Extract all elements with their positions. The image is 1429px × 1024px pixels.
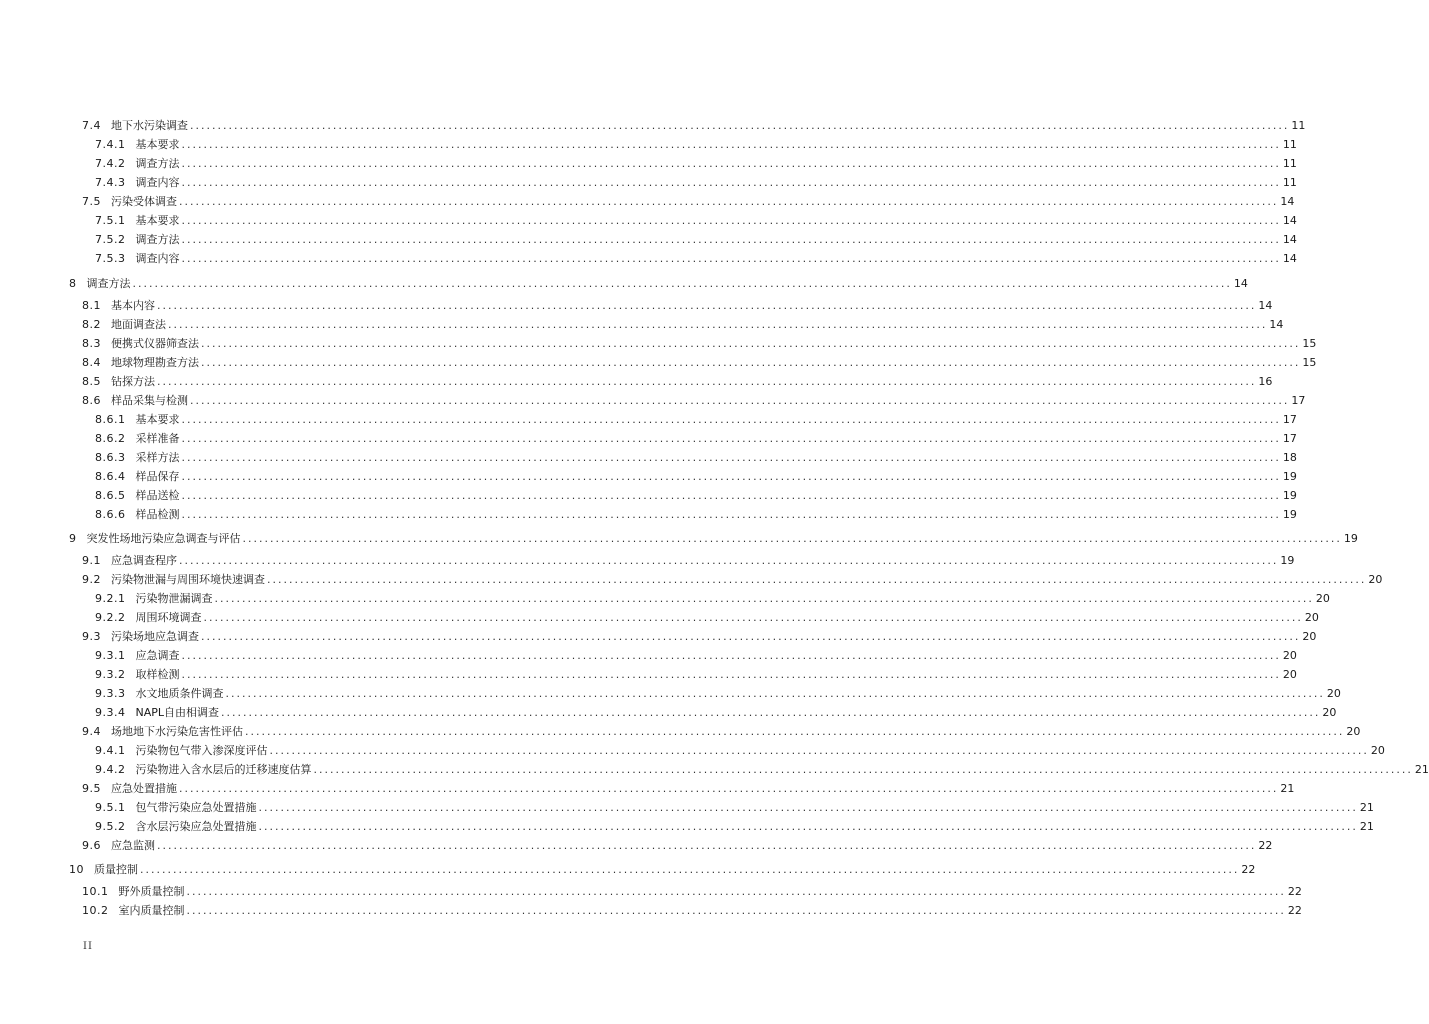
toc-entry[interactable] <box>95 156 1297 172</box>
toc-entry[interactable] <box>82 393 1306 409</box>
toc-leader-dots: ........................................................................................................................................................................................................ <box>179 195 1279 208</box>
toc-entry-page: 20 <box>1282 668 1297 681</box>
toc-entry[interactable] <box>95 507 1297 523</box>
toc-entry-number: 10.2 <box>82 904 109 917</box>
toc-entry-number: 7.4 <box>82 119 101 132</box>
toc-entry[interactable] <box>69 862 1256 878</box>
toc-entry-page: 14 <box>1258 299 1273 312</box>
toc-entry-page: 14 <box>1282 214 1297 227</box>
toc-entry[interactable] <box>82 884 1302 900</box>
toc-entry[interactable] <box>95 488 1297 504</box>
toc-leader-dots: ........................................................................................................................................................................................................ <box>269 744 1369 757</box>
toc-entry[interactable] <box>82 118 1306 134</box>
toc-entry-number: 8.6.6 <box>95 508 126 521</box>
toc-entry-page: 20 <box>1322 706 1337 719</box>
toc-entry-number: 8.1 <box>82 299 101 312</box>
toc-entry-page: 15 <box>1302 337 1317 350</box>
toc-entry-page: 15 <box>1302 356 1317 369</box>
toc-entry[interactable] <box>95 705 1337 721</box>
toc-leader-dots: ........................................................................................................................................................................................................ <box>181 668 1281 681</box>
toc-entry-number: 8.4 <box>82 356 101 369</box>
toc-entry-number: 7.5 <box>82 195 101 208</box>
toc-entry-number: 9.6 <box>82 839 101 852</box>
toc-leader-dots: ........................................................................................................................................................................................................ <box>225 687 1325 700</box>
toc-entry-title: 地下水污染调查 <box>111 119 188 132</box>
toc-entry-number: 9 <box>69 532 77 545</box>
toc-entry[interactable] <box>82 781 1295 797</box>
toc-entry-page: 14 <box>1282 233 1297 246</box>
toc-entry-number: 9.5 <box>82 782 101 795</box>
toc-entry-title: 污染场地应急调查 <box>111 630 199 643</box>
toc-leader-dots: ........................................................................................................................................................................................................ <box>186 904 1286 917</box>
toc-entry-number: 7.5.3 <box>95 252 126 265</box>
toc-entry-page: 19 <box>1282 489 1297 502</box>
toc-entry-page: 22 <box>1287 904 1302 917</box>
toc-entry-title: 污染物泄漏调查 <box>135 592 213 605</box>
toc-entry-number: 9.1 <box>82 554 101 567</box>
toc-entry-title: 地球物理勘查方法 <box>111 356 199 369</box>
toc-leader-dots: ........................................................................................................................................................................................................ <box>181 176 1281 189</box>
toc-leader-dots: ........................................................................................................................................................................................................ <box>245 725 1345 738</box>
toc-entry-number: 7.5.1 <box>95 214 126 227</box>
toc-leader-dots: ........................................................................................................................................................................................................ <box>190 394 1290 407</box>
toc-entry-number: 7.4.1 <box>95 138 126 151</box>
toc-entry-title: 室内质量控制 <box>118 904 185 917</box>
toc-entry-title: 场地地下水污染危害性评估 <box>111 725 243 738</box>
toc-entry-page: 14 <box>1282 252 1297 265</box>
toc-entry[interactable] <box>95 667 1297 683</box>
toc-entry-page: 21 <box>1280 782 1295 795</box>
toc-leader-dots: ........................................................................................................................................................................................................ <box>157 839 1257 852</box>
toc-entry-title: 样品检测 <box>135 508 180 521</box>
toc-entry-title: 基本要求 <box>135 214 180 227</box>
toc-leader-dots: ........................................................................................................................................................................................................ <box>140 863 1240 876</box>
toc-entry[interactable] <box>82 298 1273 314</box>
toc-entry-title: 污染物包气带入渗深度评估 <box>135 744 268 757</box>
toc-entry-title: 包气带污染应急处置措施 <box>135 801 257 814</box>
toc-entry-title: 调查方法 <box>86 277 131 290</box>
toc-entry-title: 调查内容 <box>135 176 180 189</box>
toc-leader-dots: ........................................................................................................................................................................................................ <box>181 649 1281 662</box>
toc-entry-title: 样品保存 <box>135 470 180 483</box>
toc-leader-dots: ........................................................................................................................................................................................................ <box>179 554 1279 567</box>
toc-entry-title: 采样方法 <box>135 451 180 464</box>
toc-leader-dots: ........................................................................................................................................................................................................ <box>221 706 1321 719</box>
toc-entry[interactable] <box>95 762 1429 778</box>
toc-entry[interactable] <box>95 431 1297 447</box>
toc-entry[interactable] <box>95 232 1297 248</box>
toc-leader-dots: ........................................................................................................................................................................................................ <box>181 157 1281 170</box>
toc-entry-page: 14 <box>1233 277 1248 290</box>
toc-entry[interactable] <box>95 450 1297 466</box>
toc-entry[interactable] <box>82 629 1317 645</box>
toc-entry-number: 9.3.3 <box>95 687 126 700</box>
toc-entry-page: 18 <box>1282 451 1297 464</box>
toc-entry-page: 22 <box>1287 885 1302 898</box>
toc-entry[interactable] <box>82 317 1284 333</box>
toc-leader-dots: ........................................................................................................................................................................................................ <box>201 630 1301 643</box>
toc-entry-title: 野外质量控制 <box>118 885 185 898</box>
toc-entry[interactable] <box>95 251 1297 267</box>
toc-entry-page: 19 <box>1282 508 1297 521</box>
toc-leader-dots: ........................................................................................................................................................................................................ <box>258 820 1358 833</box>
toc-entry[interactable] <box>82 838 1273 854</box>
toc-entry-number: 8.6.4 <box>95 470 126 483</box>
toc-entry-page: 19 <box>1343 532 1358 545</box>
toc-leader-dots: ........................................................................................................................................................................................................ <box>181 470 1281 483</box>
toc-leader-dots: ........................................................................................................................................................................................................ <box>190 119 1290 132</box>
toc-entry-page: 20 <box>1326 687 1341 700</box>
toc-leader-dots: ........................................................................................................................................................................................................ <box>157 299 1257 312</box>
toc-entry[interactable] <box>95 819 1374 835</box>
toc-leader-dots: ........................................................................................................................................................................................................ <box>267 573 1367 586</box>
toc-entry-number: 8.2 <box>82 318 101 331</box>
toc-entry-number: 8.5 <box>82 375 101 388</box>
toc-entry-page: 11 <box>1282 176 1297 189</box>
toc-entry-page: 22 <box>1258 839 1273 852</box>
toc-leader-dots: ........................................................................................................................................................................................................ <box>181 214 1281 227</box>
toc-entry-page: 17 <box>1291 394 1306 407</box>
toc-entry-title: 样品采集与检测 <box>111 394 188 407</box>
toc-entry[interactable] <box>95 743 1385 759</box>
toc-entry-title: 应急处置措施 <box>111 782 177 795</box>
toc-entry[interactable] <box>95 469 1297 485</box>
toc-entry-title: 基本要求 <box>135 138 180 151</box>
toc-entry-title: 便携式仪器筛查法 <box>111 337 199 350</box>
toc-leader-dots: ........................................................................................................................................................................................................ <box>181 252 1281 265</box>
toc-entry[interactable] <box>95 800 1374 816</box>
toc-entry-page: 20 <box>1368 573 1383 586</box>
toc-entry-title: 污染物泄漏与周围环境快速调查 <box>111 573 265 586</box>
toc-leader-dots: ........................................................................................................................................................................................................ <box>201 337 1301 350</box>
toc-entry-page: 22 <box>1241 863 1256 876</box>
toc-leader-dots: ........................................................................................................................................................................................................ <box>242 532 1342 545</box>
toc-entry-number: 7.5.2 <box>95 233 126 246</box>
toc-entry-title: 地面调查法 <box>111 318 166 331</box>
toc-leader-dots: ........................................................................................................................................................................................................ <box>258 801 1358 814</box>
toc-entry-number: 7.4.2 <box>95 157 126 170</box>
toc-entry-number: 8.6 <box>82 394 101 407</box>
toc-entry-title: 突发性场地污染应急调查与评估 <box>86 532 241 545</box>
toc-entry-page: 11 <box>1282 157 1297 170</box>
toc-entry-page: 19 <box>1282 470 1297 483</box>
toc-entry-number: 9.2.1 <box>95 592 126 605</box>
toc-entry[interactable] <box>95 213 1297 229</box>
toc-entry-number: 9.5.1 <box>95 801 126 814</box>
toc-entry-number: 8 <box>69 277 77 290</box>
toc-entry-page: 20 <box>1346 725 1361 738</box>
toc-entry-page: 20 <box>1304 611 1319 624</box>
toc-entry-page: 17 <box>1282 413 1297 426</box>
toc-entry-title: 污染物进入含水层后的迁移速度估算 <box>135 763 312 776</box>
toc-entry-page: 20 <box>1370 744 1385 757</box>
toc-entry[interactable] <box>82 572 1383 588</box>
toc-entry-title: 调查内容 <box>135 252 180 265</box>
toc-entry-number: 9.4.2 <box>95 763 126 776</box>
toc-entry-title: 样品送检 <box>135 489 180 502</box>
toc-entry-number: 8.3 <box>82 337 101 350</box>
toc-entry-number: 7.4.3 <box>95 176 126 189</box>
toc-entry-page: 16 <box>1258 375 1273 388</box>
toc-leader-dots: ........................................................................................................................................................................................................ <box>201 356 1301 369</box>
toc-entry[interactable] <box>82 355 1317 371</box>
toc-entry-page: 21 <box>1359 820 1374 833</box>
toc-entry-title: 应急监测 <box>111 839 155 852</box>
toc-leader-dots: ........................................................................................................................................................................................................ <box>181 508 1281 521</box>
toc-entry-page: 21 <box>1359 801 1374 814</box>
toc-entry-number: 9.5.2 <box>95 820 126 833</box>
toc-leader-dots: ........................................................................................................................................................................................................ <box>179 782 1279 795</box>
toc-entry-number: 9.3.4 <box>95 706 126 719</box>
toc-entry-title: 质量控制 <box>94 863 138 876</box>
toc-entry-title: 污染受体调查 <box>111 195 177 208</box>
toc-entry[interactable] <box>82 336 1317 352</box>
toc-entry[interactable] <box>69 531 1358 547</box>
toc-entry-number: 8.6.1 <box>95 413 126 426</box>
toc-entry-page: 20 <box>1302 630 1317 643</box>
page-number: II <box>83 941 93 952</box>
toc-entry-title: NAPL自由相调查 <box>135 706 220 719</box>
toc-entry-number: 8.6.2 <box>95 432 126 445</box>
toc-entry[interactable] <box>95 591 1330 607</box>
toc-entry[interactable] <box>82 724 1361 740</box>
toc-entry-number: 8.6.5 <box>95 489 126 502</box>
toc-leader-dots: ........................................................................................................................................................................................................ <box>181 489 1281 502</box>
toc-entry[interactable] <box>95 412 1297 428</box>
toc-entry-number: 9.2.2 <box>95 611 126 624</box>
toc-entry-number: 10 <box>69 863 84 876</box>
toc-entry[interactable] <box>95 175 1297 191</box>
toc-leader-dots: ........................................................................................................................................................................................................ <box>181 233 1281 246</box>
toc-entry-number: 9.3.2 <box>95 668 126 681</box>
toc-leader-dots: ........................................................................................................................................................................................................ <box>132 277 1232 290</box>
toc-entry-title: 采样准备 <box>135 432 180 445</box>
toc-entry-page: 14 <box>1269 318 1284 331</box>
toc-entry[interactable] <box>82 194 1295 210</box>
toc-entry-title: 水文地质条件调查 <box>135 687 224 700</box>
toc-entry-number: 9.4 <box>82 725 101 738</box>
toc-entry-number: 9.3 <box>82 630 101 643</box>
toc-entry[interactable] <box>95 137 1297 153</box>
toc-entry-number: 9.3.1 <box>95 649 126 662</box>
toc-entry-title: 应急调查程序 <box>111 554 177 567</box>
toc-entry-page: 21 <box>1414 763 1429 776</box>
toc-entry-title: 基本要求 <box>135 413 180 426</box>
toc-entry-page: 14 <box>1280 195 1295 208</box>
toc-entry-page: 11 <box>1282 138 1297 151</box>
toc-leader-dots: ........................................................................................................................................................................................................ <box>186 885 1286 898</box>
toc-entry[interactable] <box>69 276 1248 292</box>
toc-leader-dots: ........................................................................................................................................................................................................ <box>203 611 1303 624</box>
toc-entry-number: 10.1 <box>82 885 109 898</box>
toc-leader-dots: ........................................................................................................................................................................................................ <box>181 432 1281 445</box>
toc-entry[interactable] <box>82 374 1273 390</box>
toc-leader-dots: ........................................................................................................................................................................................................ <box>181 138 1281 151</box>
toc-entry[interactable] <box>82 553 1295 569</box>
toc-entry-page: 19 <box>1280 554 1295 567</box>
toc-entry-number: 8.6.3 <box>95 451 126 464</box>
toc-entry-page: 11 <box>1291 119 1306 132</box>
toc-entry-title: 基本内容 <box>111 299 155 312</box>
toc-entry-title: 取样检测 <box>135 668 180 681</box>
toc-entry[interactable] <box>95 610 1319 626</box>
toc-entry-page: 20 <box>1315 592 1330 605</box>
toc-entry-title: 调查方法 <box>135 157 180 170</box>
toc-leader-dots: ........................................................................................................................................................................................................ <box>181 413 1281 426</box>
toc-leader-dots: ........................................................................................................................................................................................................ <box>313 763 1413 776</box>
toc-entry-title: 调查方法 <box>135 233 180 246</box>
toc-entry-number: 9.4.1 <box>95 744 126 757</box>
toc-entry[interactable] <box>95 648 1297 664</box>
toc-leader-dots: ........................................................................................................................................................................................................ <box>214 592 1314 605</box>
toc-entry-title: 应急调查 <box>135 649 180 662</box>
toc-entry-title: 钻探方法 <box>111 375 155 388</box>
toc-entry-page: 17 <box>1282 432 1297 445</box>
toc-entry[interactable] <box>95 686 1341 702</box>
toc-entry-page: 20 <box>1282 649 1297 662</box>
toc-entry-title: 周围环境调查 <box>135 611 202 624</box>
toc-leader-dots: ........................................................................................................................................................................................................ <box>181 451 1281 464</box>
toc-leader-dots: ........................................................................................................................................................................................................ <box>157 375 1257 388</box>
toc-entry-title: 含水层污染应急处置措施 <box>135 820 257 833</box>
toc-entry-number: 9.2 <box>82 573 101 586</box>
toc-entry[interactable] <box>82 903 1302 919</box>
toc-leader-dots: ........................................................................................................................................................................................................ <box>168 318 1268 331</box>
